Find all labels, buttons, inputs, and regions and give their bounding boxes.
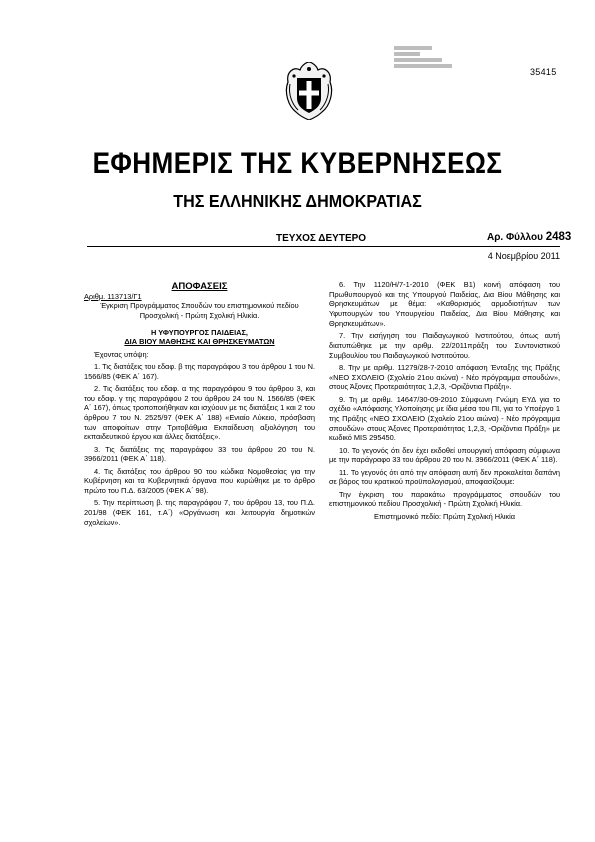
paragraph: 3. Τις διατάξεις της παραγράφου 33 του άρθρου 20 του Ν. 3966/2011 (ΦΕΚ Α΄ 118). <box>84 444 315 464</box>
paragraph: 8. Την με αριθμ. 11279/28-7-2010 απόφαση Ένταξης της Πράξης «ΝΕΟ ΣΧΟΛΕΙΟ (Σχολείο 21ου αιώνα) - Νέο πρόγραμμα σπουδών», στους Άξονες Προτεραιότητας 1,2,3, -Οριζόντια Πράξη». <box>329 362 560 392</box>
page-number: 35415 <box>530 67 557 77</box>
decision-number <box>84 292 315 302</box>
scientific-field: Επιστημονικό πεδίο: Πρώτη Σχολική Ηλικία <box>373 511 516 521</box>
section-heading: ΑΠΟΦΑΣΕΙΣ <box>171 281 228 292</box>
considering-intro: Έχοντας υπόψη: <box>94 349 149 359</box>
left-column <box>84 282 315 528</box>
decision-subject: Έγκριση Προγράμματος Σπουδών του επιστημονικού πεδίου Προσχολική - Πρώτη Σχολική Ηλικία. <box>100 301 299 321</box>
paragraph: 6. Την 1120/Η/7-1-2010 (ΦΕΚ Β1) κοινή απόφαση του Πρωθυπουργού και της Υπουργού Παιδείας, Δια Βίου Μάθησης και Θρησκευμάτων με θέμα: «Καθορισμός αρμοδιοτήτων των Υφυπουργών του Υπουργείου Παιδείας, Δια Βίου Μάθησης και Θρησκευμάτων». <box>329 280 560 328</box>
header-divider <box>87 246 560 247</box>
minister-line-2: ΔΙΑ ΒΙΟΥ ΜΑΘΗΣΗΣ ΚΑΙ ΘΡΗΣΚΕΥΜΑΤΩΝ <box>124 337 275 347</box>
paragraph: 5. Την περίπτωση β. της παραγράφου 7, του άρθρου 13, του Π.Δ. 201/98 (ΦΕΚ 161, τ.Α΄) «Οργάνωση και λειτουργία δημοτικών σχολείων». <box>84 498 315 527</box>
issue-number-value: 2483 <box>545 231 572 243</box>
approval-text: Την έγκριση του παρακάτω προγράμματος σπουδών του επιστημονικού πεδίου Προσχολική - Πρώτη Σχολική Ηλικία. <box>329 489 560 509</box>
paragraph: 11. Το γεγονός ότι από την απόφαση αυτή δεν προκαλείται δαπάνη σε βάρος του κρατικού προϋπολογισμού, αποφασίζουμε: <box>329 467 560 487</box>
issue-number <box>487 231 571 243</box>
paragraph: 4. Τις διατάξεις του άρθρου 90 του κώδικα Νομοθεσίας για την Κυβέρνηση και τα Κυβερνητικά όργανα που κυρώθηκε με το άρθρο πρώτο του Π.Δ. 63/2005 (ΦΕΚ Α΄ 98). <box>84 466 315 496</box>
reference-stamp <box>394 46 454 70</box>
issue-date: 4 Νοεμβρίου 2011 <box>487 251 560 261</box>
paragraph: 1. Τις διατάξεις του εδαφ. β της παραγράφου 3 του άρθρου 1 του Ν. 1566/85 (ΦΕΚ Α΄ 167). <box>84 361 315 381</box>
right-column <box>329 280 560 521</box>
minister-line-1: Η ΥΦΥΠΟΥΡΓΟΣ ΠΑΙΔΕΙΑΣ, <box>151 327 248 337</box>
paragraph: 7. Την εισήγηση του Παιδαγωγικού Ινστιτούτου, όπως αυτή διατυπώθηκε με την αριθμ. 22/2011πράξη του Συντονιστικού Συμβουλίου του Παιδαγωγικού Ινστιτούτου. <box>329 331 560 360</box>
decision-number-text: Αριθμ. 113713/Γ1 <box>84 291 142 301</box>
paragraph: 10. Το γεγονός ότι δεν έχει εκδοθεί υπουργική απόφαση σύμφωνα με την παράγραφο 33 του άρθρου 20 του Ν. 3966/2011 (ΦΕΚ Α΄ 118). <box>329 445 560 465</box>
gazette-subtitle: ΤΗΣ ΕΛΛΗΝΙΚΗΣ ΔΗΜΟΚΡΑΤΙΑΣ <box>173 191 422 211</box>
paragraph: 9. Τη με αριθμ. 14647/30-09-2010 Σύμφωνη Γνώμη ΕΥΔ για το σχέδιο «Απόφασης Υλοποίησης με ίδια μέσα του ΠΙ, για το Υποέργο 1 της Πράξης «ΝΕΟ ΣΧΟΛΕΙΟ (Σχολείο 21ου αιώνα) - Νέο πρόγραμμα σπουδών» στους Άξονες Προτεραιότητας 1,2,3, -Οριζόντια Πράξη» με κωδικό MIS 295450. <box>329 394 560 443</box>
paragraph: 2. Τις διατάξεις του εδαφ. α της παραγράφου 9 του άρθρου 3, και του εδαφ. γ της παραγράφου 2 του άρθρου 24 του Ν. 1566/85 (ΦΕΚ Α΄ 167), όπως τροποποιήθηκαν και ισχύουν με τις διατάξεις 1 και 2 του άρθρου 7 του Ν. 2525/97 (ΦΕΚ Α΄ 188) «Ενιαίο Λύκειο, πρόσβαση των αποφοίτων στην Τριτοβάθμια Εκπαίδευση αξιολόγηση του εκπαιδευτικού έργου και άλλες διατάξεις». <box>84 383 315 442</box>
greek-coat-of-arms-icon <box>284 62 334 120</box>
issue-number-label: Αρ. Φύλλου <box>487 232 543 243</box>
gazette-title: ΕΦΗΜΕΡΙΣ ΤΗΣ ΚΥΒΕΡΝΗΣΕΩΣ <box>92 147 503 180</box>
issue-series: ΤΕΥΧΟΣ ΔΕΥΤΕΡΟ <box>276 233 367 244</box>
